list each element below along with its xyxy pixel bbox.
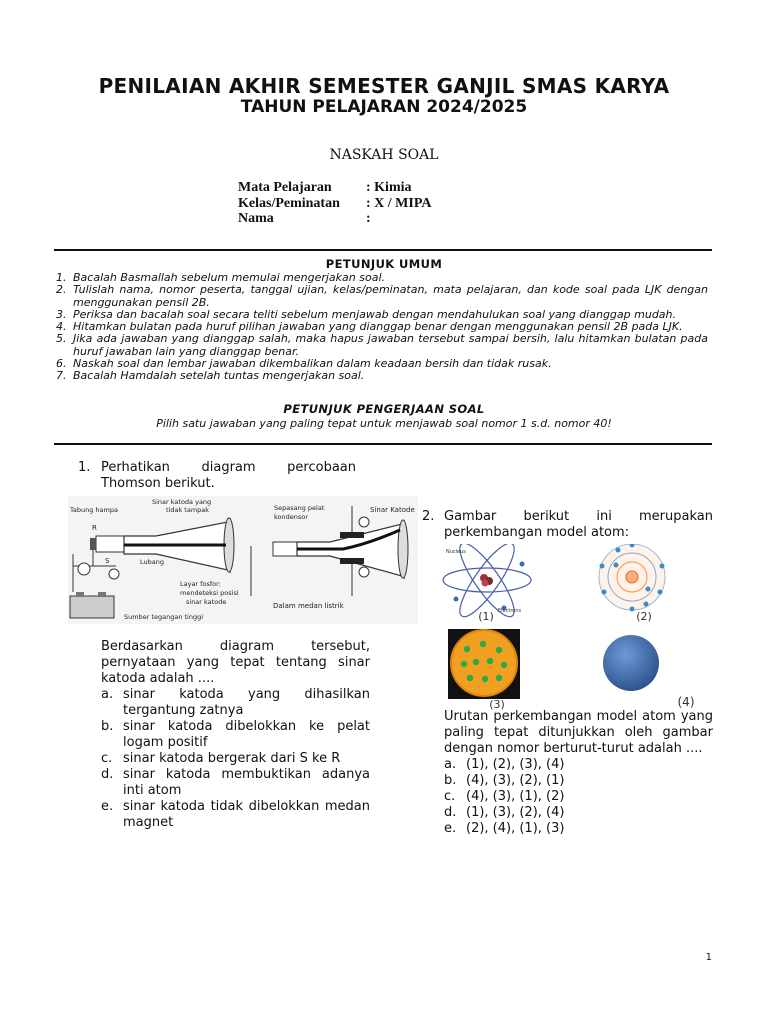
- option-text: (1), (2), (3), (4): [466, 757, 565, 772]
- option-text: sinar katoda membuktikan adanya inti atom: [123, 767, 370, 798]
- student-info: [238, 180, 431, 227]
- option-d[interactable]: [101, 767, 370, 799]
- thomson-experiment-figure: [68, 496, 418, 624]
- academic-year: TAHUN PELAJARAN 2024/2025: [240, 97, 528, 117]
- item-number: 4.: [56, 320, 67, 334]
- label-plates-1: Sepasang pelat: [274, 504, 325, 512]
- option-text: (1), (3), (2), (4): [466, 805, 565, 820]
- label-screen-2: mendeteksi posisi: [180, 589, 239, 597]
- option-e[interactable]: [101, 799, 370, 831]
- atom-model-2: [599, 544, 665, 612]
- option-letter: c.: [444, 789, 456, 804]
- label-invisible-ray: Sinar katoda yang: [152, 498, 212, 506]
- label-model-4: (4): [677, 695, 695, 709]
- option-text: sinar katoda bergerak dari S ke R: [123, 751, 341, 766]
- q1-number: 1.: [78, 460, 91, 475]
- label-s: S: [105, 557, 110, 565]
- option-letter: b.: [444, 773, 457, 788]
- q1-stem-text: Berdasarkan diagram tersebut, pernyataan yang tepat tentang sinar katoda adalah ....: [101, 639, 370, 686]
- option-text: (4), (3), (1), (2): [466, 789, 565, 804]
- label-model-1: (1): [478, 610, 494, 623]
- label-plates-2: kondensor: [274, 513, 308, 521]
- q1-stem: [101, 639, 370, 831]
- item-text: Tulislah nama, nomor peserta, tanggal ujian, kelas/peminatan, mata pelajaran, dan kode soal pada LJK dengan menggunakan pensil 2B.: [73, 283, 708, 309]
- option-letter: d.: [444, 805, 457, 820]
- item-text: Jika ada jawaban yang dianggap salah, maka hapus jawaban tersebut sampai bersih, lalu hitamkan bulatan pada huruf jawaban lain yang dianggap benar.: [73, 332, 708, 358]
- label-r: R: [92, 524, 97, 532]
- option-text: (2), (4), (1), (3): [466, 821, 565, 836]
- item-text: Bacalah Basmallah sebelum memulai mengerjakan soal.: [73, 271, 386, 284]
- item-number: 1.: [56, 271, 67, 284]
- label-hole: Lubang: [140, 558, 164, 566]
- option-letter: d.: [101, 767, 114, 782]
- divider-top: [54, 249, 712, 251]
- item-number: 2.: [56, 283, 67, 297]
- info-label: Nama: [238, 211, 274, 226]
- item-text: Hitamkan bulatan pada huruf pilihan jawaban yang dianggap benar dengan menggunakan pensil 2B pada LJK.: [73, 320, 683, 334]
- option-letter: c.: [101, 751, 113, 766]
- label-cathode-ray: Sinar Katode: [370, 506, 415, 514]
- option-c[interactable]: [101, 751, 370, 767]
- label-screen-3: sinar katode: [186, 598, 227, 606]
- label-model-2: (2): [636, 610, 652, 623]
- doc-type: NASKAH SOAL: [329, 147, 439, 163]
- option-b[interactable]: [101, 719, 370, 751]
- option-letter: a.: [101, 687, 114, 702]
- option-c[interactable]: [444, 789, 713, 805]
- q1-intro-line1: Perhatikan diagram percobaan: [101, 460, 356, 475]
- item-number: 3.: [56, 307, 67, 321]
- info-row-class: [238, 196, 431, 212]
- divider-bottom: [54, 443, 712, 445]
- work-instructions-title: PETUNJUK PENGERJAAN SOAL: [283, 402, 485, 416]
- option-d[interactable]: [444, 805, 713, 821]
- exam-title: PENILAIAN AKHIR SEMESTER GANJIL SMAS KARYA: [98, 74, 670, 98]
- list-item: [56, 284, 708, 309]
- option-letter: b.: [101, 719, 114, 734]
- info-label: Mata Pelajaran: [238, 180, 332, 195]
- list-item: [56, 370, 708, 382]
- info-row-name: [238, 211, 431, 227]
- general-instructions-title: PETUNJUK UMUM: [325, 257, 443, 271]
- option-text: (4), (3), (2), (1): [466, 773, 565, 788]
- item-number: 5.: [56, 332, 67, 346]
- list-item: [56, 333, 708, 358]
- option-a[interactable]: [101, 687, 370, 719]
- option-text: sinar katoda yang dihasilkan tergantung zatnya: [123, 687, 370, 718]
- info-value: :: [366, 211, 371, 226]
- atom-model-4: [603, 635, 659, 691]
- page-number: 1: [705, 952, 712, 963]
- work-instructions-text: Pilih satu jawaban yang paling tepat untuk menjawab soal nomor 1 s.d. nomor 40!: [156, 417, 612, 430]
- q2-stem-text: Urutan perkembangan model atom yang paling tepat ditunjukkan oleh gambar dengan nomor berturut-turut adalah ....: [444, 709, 713, 756]
- label-screen-1: Layar fosfor:: [180, 580, 221, 588]
- option-b[interactable]: [444, 773, 713, 789]
- q2-number: 2.: [422, 509, 435, 524]
- label-power-source: Sumber tegangan tinggi: [124, 613, 204, 621]
- item-number: 7.: [56, 369, 67, 383]
- item-text: Periksa dan bacalah soal secara teliti sebelum menjawab dengan mendahulukan soal yang dianggap mudah.: [73, 307, 677, 321]
- atom-models-figure: [442, 544, 714, 714]
- q1-intro-line2: Thomson berikut.: [101, 476, 215, 491]
- general-instructions-list: [56, 272, 708, 383]
- info-label: Kelas/Peminatan: [238, 195, 340, 211]
- label-invisible-ray-2: tidak tampak: [166, 506, 210, 514]
- info-row-subject: [238, 180, 431, 196]
- option-letter: e.: [101, 799, 114, 814]
- option-e[interactable]: [444, 821, 713, 837]
- label-vacuum-tube: Tabung hampa: [70, 506, 118, 514]
- option-letter: a.: [444, 757, 457, 772]
- atom-model-3: [448, 629, 520, 699]
- info-value: : X / MIPA: [366, 195, 432, 211]
- label-model-3: (3): [489, 698, 505, 711]
- q2-stem: [444, 709, 713, 837]
- label-nucleus: Nucleus: [446, 549, 466, 555]
- option-text: sinar katoda dibelokkan ke pelat logam positif: [123, 719, 370, 750]
- q2-intro: Gambar berikut ini merupakan perkembangan model atom:: [444, 509, 713, 540]
- item-number: 6.: [56, 357, 67, 371]
- option-a[interactable]: [444, 757, 713, 773]
- label-electrons: Electrons: [498, 608, 522, 614]
- item-text: Bacalah Hamdalah setelah tuntas mengerjakan soal.: [73, 369, 365, 383]
- info-value: : Kimia: [366, 180, 412, 195]
- label-electric-field: Dalam medan listrik: [273, 602, 344, 610]
- item-text: Naskah soal dan lembar jawaban dikembalikan dalam keadaan bersih dan tidak rusak.: [73, 357, 552, 371]
- option-text: sinar katoda tidak dibelokkan medan magnet: [123, 799, 370, 830]
- option-letter: e.: [444, 821, 457, 836]
